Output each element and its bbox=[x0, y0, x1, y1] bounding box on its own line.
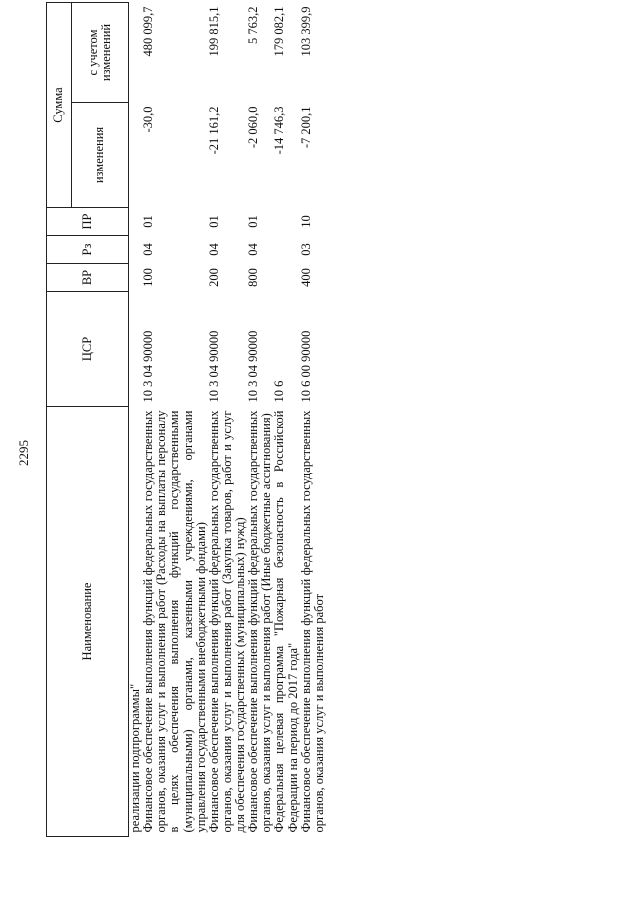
row-vr: 400 bbox=[298, 268, 313, 287]
header-vr: ВР bbox=[47, 264, 129, 292]
row-pr: 01 bbox=[246, 215, 261, 228]
row-pr: 10 bbox=[298, 215, 313, 228]
row-name: Финансовое обеспечение выполнения функций федеральных государственных органов, оказания услуг и выполнения работ (Расходы на выплаты персоналу в целях обеспечения выполнения функций государственными (муниципальными) органами, казенными учреждениями, органами управления государственными внебюджетными фондами) bbox=[141, 410, 208, 833]
header-sum: Сумма bbox=[47, 3, 72, 208]
row-total: 103 399,9 bbox=[298, 6, 313, 57]
row-total: 199 815,1 bbox=[206, 6, 221, 57]
header-change: изменения bbox=[72, 103, 129, 208]
table-row bbox=[208, 3, 247, 837]
table-row bbox=[273, 3, 299, 837]
header-rz: Рз bbox=[47, 236, 129, 264]
row-total: 480 099,7 bbox=[141, 6, 156, 57]
table-row bbox=[247, 3, 273, 837]
row-rz: 04 bbox=[206, 243, 221, 256]
row-change: -2 060,0 bbox=[246, 106, 261, 149]
page-number: 2295 bbox=[16, 440, 31, 466]
row-vr: 200 bbox=[206, 268, 221, 287]
header-csr: ЦСР bbox=[47, 292, 129, 407]
budget-table bbox=[46, 2, 326, 837]
table-row bbox=[300, 3, 326, 837]
row-name: Федеральная целевая программа "Пожарная безопасность в Российской Федерации на период до 2017 года" bbox=[272, 410, 300, 833]
row-total: 5 763,2 bbox=[246, 6, 261, 44]
continuation-text: реализации подпрограммы" bbox=[128, 683, 142, 833]
row-csr: 10 3 04 90000 bbox=[141, 330, 156, 403]
row-pr: 01 bbox=[141, 215, 156, 228]
row-rz: 04 bbox=[246, 243, 261, 256]
header-with-changes: с учетом изменений bbox=[72, 3, 129, 103]
row-vr bbox=[273, 264, 299, 292]
row-pr: 01 bbox=[206, 215, 221, 228]
header-name: Наименование bbox=[47, 407, 129, 837]
row-change: -7 200,1 bbox=[298, 106, 313, 149]
row-csr: 10 6 00 90000 bbox=[298, 330, 313, 403]
row-csr: 10 3 04 90000 bbox=[206, 330, 221, 403]
row-rz bbox=[273, 236, 299, 264]
row-change: -30,0 bbox=[141, 106, 156, 133]
row-csr: 10 3 04 90000 bbox=[246, 330, 261, 403]
row-csr: 10 6 bbox=[272, 380, 287, 403]
row-name: Финансовое обеспечение выполнения функций федеральных государственных органов, оказания услуг и выполнения работ bbox=[298, 410, 326, 833]
header-pr: ПР bbox=[47, 208, 129, 236]
row-rz: 04 bbox=[141, 243, 156, 256]
row-rz: 03 bbox=[298, 243, 313, 256]
table-row bbox=[129, 3, 143, 837]
row-name: Финансовое обеспечение выполнения функций федеральных государственных органов, оказания услуг и выполнения работ (Закупка товаров, работ и услуг для обеспечения государственных (муниципальных) нужд) bbox=[206, 410, 247, 833]
row-pr bbox=[273, 208, 299, 236]
row-name: Финансовое обеспечение выполнения функций федеральных государственных органов, оказания услуг и выполнения работ (Иные бюджетные ассигнования) bbox=[246, 410, 274, 833]
row-change: -21 161,2 bbox=[206, 106, 221, 155]
row-change: -14 746,3 bbox=[272, 106, 287, 155]
row-vr: 800 bbox=[246, 268, 261, 287]
row-vr: 100 bbox=[141, 268, 156, 287]
row-total: 179 082,1 bbox=[272, 6, 287, 57]
table-row bbox=[142, 3, 208, 837]
